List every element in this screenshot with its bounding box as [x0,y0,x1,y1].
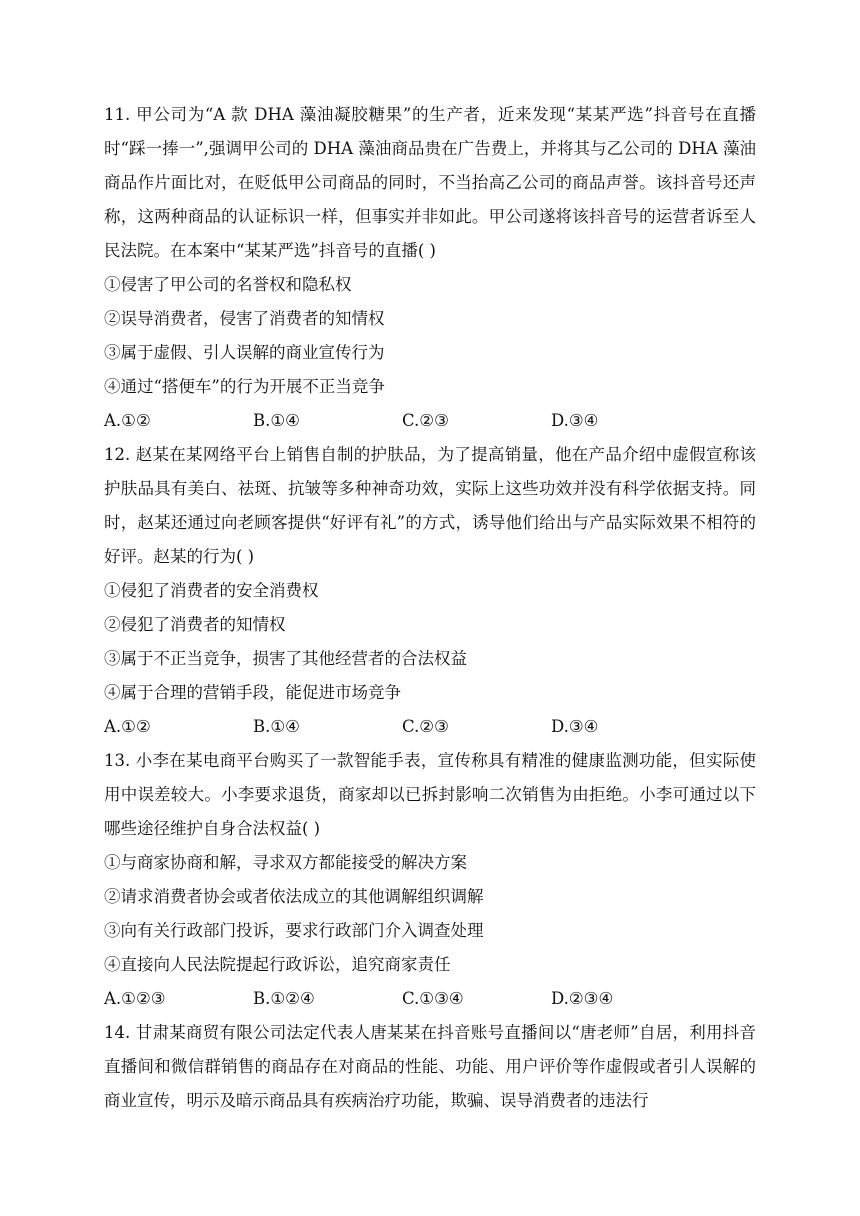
answer-choices [104,710,756,744]
answer-choice-a: A.①② [104,717,151,736]
statement-option: ③向有关行政部门投诉，要求行政部门介入调查处理 [104,921,484,940]
statement-option: ③属于不正当竞争，损害了其他经营者的合法权益 [104,649,467,668]
statement-option: ②侵犯了消费者的知情权 [104,615,286,634]
question-11 [104,98,756,438]
answer-choice-c: C.②③ [402,411,449,430]
answer-choices [104,404,756,438]
statement-option: ④通过“搭便车”的行为开展不正当竞争 [104,377,385,396]
answer-choice-d: D.③④ [551,717,599,736]
question-stem: 14. 甘肃某商贸有限公司法定代表人唐某某在抖音账号直播间以“唐老师”自居，利用抖音直播间和微信群销售的商品存在对商品的性能、功能、用户评价等作虚假或者引人误解的商业宣传，明示及暗示商品具有疾病治疗功能，欺骗、误导消费者的违法行 [104,1023,756,1110]
answer-choice-c: C.①③④ [402,989,464,1008]
statement-option: ②误导消费者，侵害了消费者的知情权 [104,309,385,328]
question-12 [104,438,756,744]
statement-option: ①与商家协商和解，寻求双方都能接受的解决方案 [104,853,467,872]
answer-choice-b: B.①②④ [253,989,315,1008]
statement-option: ③属于虚假、引人误解的商业宣传行为 [104,343,385,362]
question-stem: 13. 小李在某电商平台购买了一款智能手表，宣传称具有精准的健康监测功能，但实际使用中误差较大。小李要求退货，商家却以已拆封影响二次销售为由拒绝。小李可通过以下哪些途径维护自身合法权益( ) [104,751,756,838]
answer-choice-d: D.②③④ [551,989,614,1008]
question-stem: 11. 甲公司为“A 款 DHA 藻油凝胶糖果”的生产者，近来发现“某某严选”抖音号在直播时“踩一捧一”,强调甲公司的 DHA 藻油商品贵在广告费上，并将其与乙公司的 DHA 藻油商品作片面比对，在贬低甲公司商品的同时，不当抬高乙公司的商品声誉。该抖音号还声称，这两种商品的认证标识一样，但事实并非如此。甲公司遂将该抖音号的运营者诉至人民法院。在本案中“某某严选”抖音号的直播( ) [104,105,756,260]
question-14 [104,1016,756,1118]
question-stem: 12. 赵某在某网络平台上销售自制的护肤品，为了提高销量，他在产品介绍中虚假宣称该护肤品具有美白、祛斑、抗皱等多种神奇功效，实际上这些功效并没有科学依据支持。同时，赵某还通过向老顾客提供“好评有礼”的方式，诱导他们给出与产品实际效果不相符的好评。赵某的行为( ) [104,445,756,566]
answer-choice-a: A.①②③ [104,989,166,1008]
answer-choice-c: C.②③ [402,717,449,736]
answer-choice-d: D.③④ [551,411,599,430]
answer-choice-a: A.①② [104,411,151,430]
question-13 [104,744,756,1016]
statement-option: ①侵害了甲公司的名誉权和隐私权 [104,275,352,294]
statement-option: ①侵犯了消费者的安全消费权 [104,581,319,600]
statement-option: ④直接向人民法院提起行政诉讼，追究商家责任 [104,955,451,974]
answer-choices [104,982,756,1016]
answer-choice-b: B.①④ [253,717,300,736]
statement-option: ②请求消费者协会或者依法成立的其他调解组织调解 [104,887,484,906]
statement-option: ④属于合理的营销手段，能促进市场竞争 [104,683,401,702]
answer-choice-b: B.①④ [253,411,300,430]
